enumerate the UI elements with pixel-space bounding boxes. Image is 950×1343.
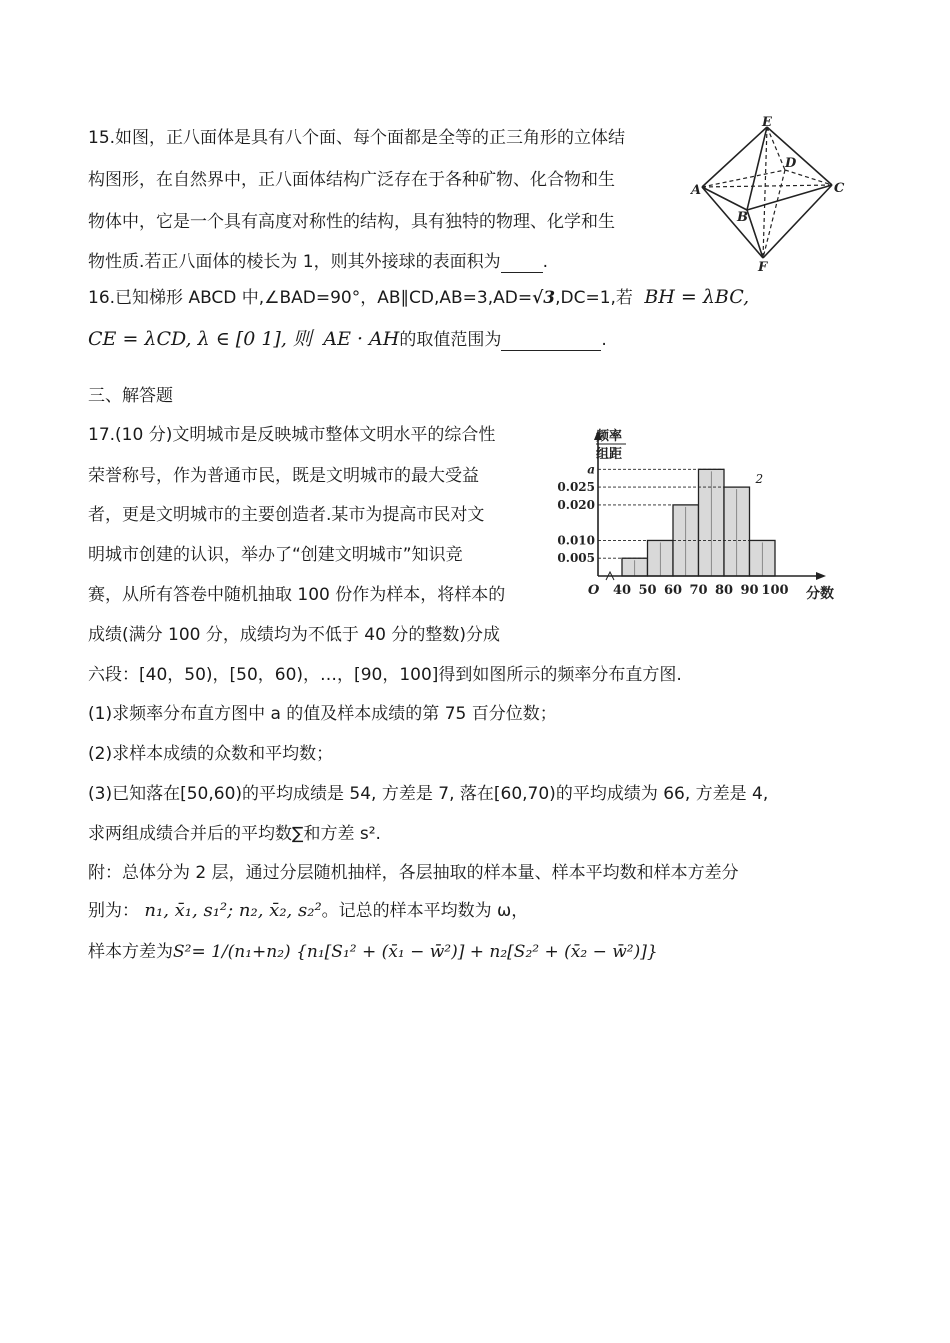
q17-line-3: 者，更是文明城市的主要创造者.某市为提高市民对文 xyxy=(88,505,485,525)
q16-period: . xyxy=(601,330,607,350)
q16-sqrt3: √3 xyxy=(532,288,556,308)
vertex-label-c: C xyxy=(834,181,845,196)
y-tick-label: 0.020 xyxy=(557,497,595,512)
q17-note-3a: 样本方差为 xyxy=(88,942,173,962)
vertex-label-d: D xyxy=(785,156,797,171)
frequency-histogram xyxy=(557,418,840,610)
q15-line-3: 物体中，它是一个具有高度对称性的结构，具有独特的物理、化学和生 xyxy=(88,212,615,232)
y-tick-label: a xyxy=(587,462,595,477)
q16-equation-ce: CE = λCD, λ ∈ [0 1], 则 xyxy=(88,328,312,350)
q17-part-2: (2)求样本成绩的众数和平均数； xyxy=(88,744,334,764)
origin-label: O xyxy=(588,583,600,598)
section-heading: 三、解答题 xyxy=(88,386,173,406)
x-tick-label: 70 xyxy=(689,583,708,598)
q16-text-3: 的取值范围为 xyxy=(399,330,502,350)
q17-note-2 xyxy=(88,896,528,921)
bar-annotation: 2 xyxy=(755,472,764,487)
variance-formula: S²= 1/(n₁+n₂) {n₁[S₁² + (x̄₁ − w̄²)] + n₂[S₂² + (x̄₂ − w̄²)]} xyxy=(173,942,658,962)
q15-line-2: 构图形，在自然界中，正八面体结构广泛存在于各种矿物、化合物和生 xyxy=(88,170,615,190)
q15-period: . xyxy=(542,252,549,272)
y-axis-title-top: 频率 xyxy=(596,429,623,444)
q16-line-2 xyxy=(88,324,607,351)
octahedron-figure xyxy=(690,115,850,275)
q16-line-1 xyxy=(88,283,749,308)
q16-text-2: ,DC=1,若 xyxy=(555,288,633,308)
q17-line-4: 明城市创建的认识，举办了“创建文明城市”知识竞 xyxy=(88,545,463,565)
y-tick-label: 0.005 xyxy=(557,551,595,566)
q17-note-2a: 别为： xyxy=(88,901,139,921)
y-tick-label: 0.025 xyxy=(557,480,595,495)
vertex-label-f: F xyxy=(758,260,768,275)
q17-line-2: 荣誉称号，作为普通市民，既是文明城市的最大受益 xyxy=(88,466,479,486)
q17-line-1: 17.(10 分)文明城市是反映城市整体文明水平的综合性 xyxy=(88,425,496,445)
q17-note-2-math: n₁, x̄₁, s₁²; n₂, x̄₂, s₂² xyxy=(144,900,322,921)
x-tick-label: 50 xyxy=(638,583,657,598)
q17-part-1: (1)求频率分布直方图中 a 的值及样本成绩的第 75 百分位数； xyxy=(88,704,557,724)
x-tick-label: 80 xyxy=(714,583,734,598)
y-tick-label: 0.010 xyxy=(557,533,595,548)
q17-note-3 xyxy=(88,937,658,962)
q15-answer-blank xyxy=(501,252,543,273)
vertex-label-b: B xyxy=(737,210,748,225)
q15-line-1: 15.如图，正八面体是具有八个面、每个面都是全等的正三角形的立体结 xyxy=(88,128,626,148)
q16-text-1: 16.已知梯形 ABCD 中,∠BAD=90°，AB∥CD,AB=3,AD= xyxy=(88,288,533,308)
vertex-label-e: E xyxy=(762,115,772,130)
x-tick-label: 40 xyxy=(612,583,632,598)
q16-equation-bh: BH = λBC, xyxy=(644,286,750,308)
q15-line-4 xyxy=(88,247,548,273)
x-tick-label: 60 xyxy=(663,583,683,598)
vertex-label-a: A xyxy=(691,183,702,198)
q17-note-2b: 。记总的样本平均数为 ω， xyxy=(321,901,529,921)
q17-note-1: 附：总体分为 2 层，通过分层随机抽样，各层抽取的样本量、样本平均数和样本方差分 xyxy=(88,863,739,883)
q15-line-4-text: 物性质.若正八面体的棱长为 1，则其外接球的表面积为 xyxy=(88,252,501,272)
q16-dot-product: AE · AH xyxy=(323,328,400,350)
x-tick-label: 90 xyxy=(740,583,759,598)
q17-line-5: 赛，从所有答卷中随机抽取 100 份作为样本，将样本的 xyxy=(88,585,506,605)
q17-part-3a: (3)已知落在[50,60)的平均成绩是 54, 方差是 7, 落在[60,70)的平均成绩为 66, 方差是 4, xyxy=(88,784,769,804)
q17-line-7: 六段：[40，50)，[50，60)，…，[90，100]得到如图所示的频率分布直方图. xyxy=(88,665,682,685)
x-tick-label: 100 xyxy=(761,583,789,598)
q16-answer-blank xyxy=(501,330,601,351)
y-axis-title-bottom: 组距 xyxy=(596,447,623,462)
x-axis-title: 分数 xyxy=(806,586,834,602)
q17-line-6: 成绩(满分 100 分，成绩均为不低于 40 分的整数)分成 xyxy=(88,625,500,645)
x-axis-arrow xyxy=(816,572,826,580)
q17-part-3b: 求两组成绩合并后的平均数∑和方差 s². xyxy=(88,824,381,844)
